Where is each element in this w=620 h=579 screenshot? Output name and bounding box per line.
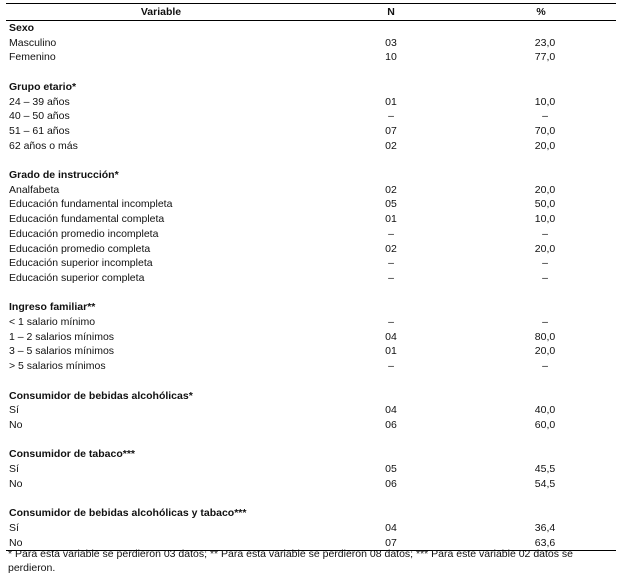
row-n: 05 xyxy=(385,463,397,476)
table-row xyxy=(6,139,616,154)
spacer-row xyxy=(6,374,616,389)
table-row xyxy=(6,403,616,418)
table-row xyxy=(6,212,616,227)
row-percent: 23,0 xyxy=(534,36,556,49)
row-label: Sí xyxy=(9,404,19,417)
group-header-row xyxy=(6,80,616,95)
row-label: > 5 salarios mínimos xyxy=(9,360,106,373)
row-n: 07 xyxy=(385,124,397,137)
row-label: 40 – 50 años xyxy=(9,110,70,123)
row-n: – xyxy=(388,110,394,123)
row-n: 04 xyxy=(385,521,397,534)
row-n: 06 xyxy=(385,418,397,431)
group-title: Consumidor de bebidas alcohólicas* xyxy=(9,389,193,402)
table-row xyxy=(6,124,616,139)
row-n: – xyxy=(388,316,394,329)
row-percent: 50,0 xyxy=(534,198,556,211)
row-n: – xyxy=(388,360,394,373)
spacer-row xyxy=(6,65,616,80)
row-percent: – xyxy=(542,316,548,329)
row-n: 03 xyxy=(385,36,397,49)
table-row xyxy=(6,462,616,477)
table-row xyxy=(6,271,616,286)
row-percent: – xyxy=(542,257,548,270)
table-row xyxy=(6,242,616,257)
row-percent: 20,0 xyxy=(534,242,556,255)
row-label: Femenino xyxy=(9,51,56,64)
row-percent: 10,0 xyxy=(534,213,556,226)
row-percent: 40,0 xyxy=(534,404,556,417)
row-n: – xyxy=(388,271,394,284)
group-title: Grupo etario* xyxy=(9,80,77,93)
row-percent: 63,6 xyxy=(466,536,616,551)
spacer-row xyxy=(6,491,616,506)
row-label: Educación fundamental completa xyxy=(9,213,165,226)
table-row xyxy=(6,521,616,536)
row-percent: 36,4 xyxy=(534,521,556,534)
table-row xyxy=(6,50,616,65)
header-percent: % xyxy=(466,4,616,21)
row-percent: 77,0 xyxy=(534,51,556,64)
row-n: 04 xyxy=(385,404,397,417)
table-row xyxy=(6,227,616,242)
row-label: Masculino xyxy=(9,36,57,49)
row-percent: 60,0 xyxy=(534,418,556,431)
table-row xyxy=(6,183,616,198)
row-label: No xyxy=(6,536,316,551)
row-n: 05 xyxy=(385,198,397,211)
table-row xyxy=(6,330,616,345)
group-title: Grado de instrucción* xyxy=(9,169,119,181)
row-label: Educación fundamental incompleta xyxy=(9,198,173,211)
row-label: No xyxy=(9,418,23,431)
table-row xyxy=(6,36,616,51)
table-row xyxy=(6,95,616,110)
row-percent: – xyxy=(542,271,548,284)
table-footnote: * Para esta variable se perdieron 03 datos; ** Para esta variable se perdieron 08 datos; *** Para este variable 02 datos se perdieron. xyxy=(8,548,574,574)
spacer-row xyxy=(6,153,616,168)
table-row xyxy=(6,418,616,433)
group-header-row xyxy=(6,300,616,315)
row-label: Sí xyxy=(9,463,19,476)
row-n: 02 xyxy=(385,183,397,196)
row-label: 51 – 61 años xyxy=(9,124,70,137)
group-header-row xyxy=(6,389,616,404)
table-row xyxy=(6,344,616,359)
data-table xyxy=(6,3,616,551)
table-header-row xyxy=(6,4,616,21)
table-row xyxy=(6,109,616,124)
row-label: Educación superior incompleta xyxy=(9,257,153,270)
table-row xyxy=(6,477,616,492)
row-label: Educación promedio completa xyxy=(9,242,151,255)
row-label: Sí xyxy=(9,521,19,534)
row-n: – xyxy=(388,257,394,270)
group-header-row xyxy=(6,506,616,521)
row-label: No xyxy=(9,477,23,490)
table-body xyxy=(6,21,616,551)
row-label: < 1 salario mínimo xyxy=(9,316,96,329)
row-label: Educación superior completa xyxy=(9,271,145,284)
group-header-row xyxy=(6,447,616,462)
header-n: N xyxy=(316,4,466,21)
group-header-row xyxy=(6,168,616,183)
table-row xyxy=(6,256,616,271)
row-label: 3 – 5 salarios mínimos xyxy=(9,345,115,358)
group-title: Consumidor de tabaco*** xyxy=(9,448,136,461)
spacer-row xyxy=(6,433,616,448)
row-n: 01 xyxy=(385,345,397,358)
row-label: 62 años o más xyxy=(9,139,78,152)
group-title: Ingreso familiar** xyxy=(9,301,96,314)
header-variable: Variable xyxy=(6,4,316,21)
row-percent: – xyxy=(542,110,548,123)
group-title: Sexo xyxy=(9,22,35,34)
row-percent: 20,0 xyxy=(534,183,556,196)
row-n: 02 xyxy=(385,139,397,152)
row-label: 1 – 2 salarios mínimos xyxy=(9,330,115,343)
group-title: Consumidor de bebidas alcohólicas y tabaco*** xyxy=(9,507,247,520)
row-label: 24 – 39 años xyxy=(9,95,70,108)
row-label: Analfabeta xyxy=(9,183,60,196)
spacer-row xyxy=(6,286,616,301)
row-percent: – xyxy=(542,360,548,373)
row-n: 02 xyxy=(385,242,397,255)
table-row xyxy=(6,197,616,212)
row-n: – xyxy=(388,227,394,240)
row-n: 01 xyxy=(385,95,397,108)
row-percent: 10,0 xyxy=(534,95,556,108)
row-n: 10 xyxy=(385,51,397,64)
table-row xyxy=(6,359,616,374)
row-n: 01 xyxy=(385,213,397,226)
table-row xyxy=(6,315,616,330)
row-n: 04 xyxy=(385,330,397,343)
row-n: 07 xyxy=(316,536,466,551)
row-n: 06 xyxy=(385,477,397,490)
row-percent: – xyxy=(542,227,548,240)
row-percent: 20,0 xyxy=(534,139,556,152)
row-percent: 70,0 xyxy=(534,124,556,137)
row-percent: 20,0 xyxy=(534,345,556,358)
row-percent: 80,0 xyxy=(534,330,556,343)
group-header-row xyxy=(6,21,616,36)
row-percent: 54,5 xyxy=(534,477,556,490)
row-percent: 45,5 xyxy=(534,463,556,476)
row-label: Educación promedio incompleta xyxy=(9,227,159,240)
